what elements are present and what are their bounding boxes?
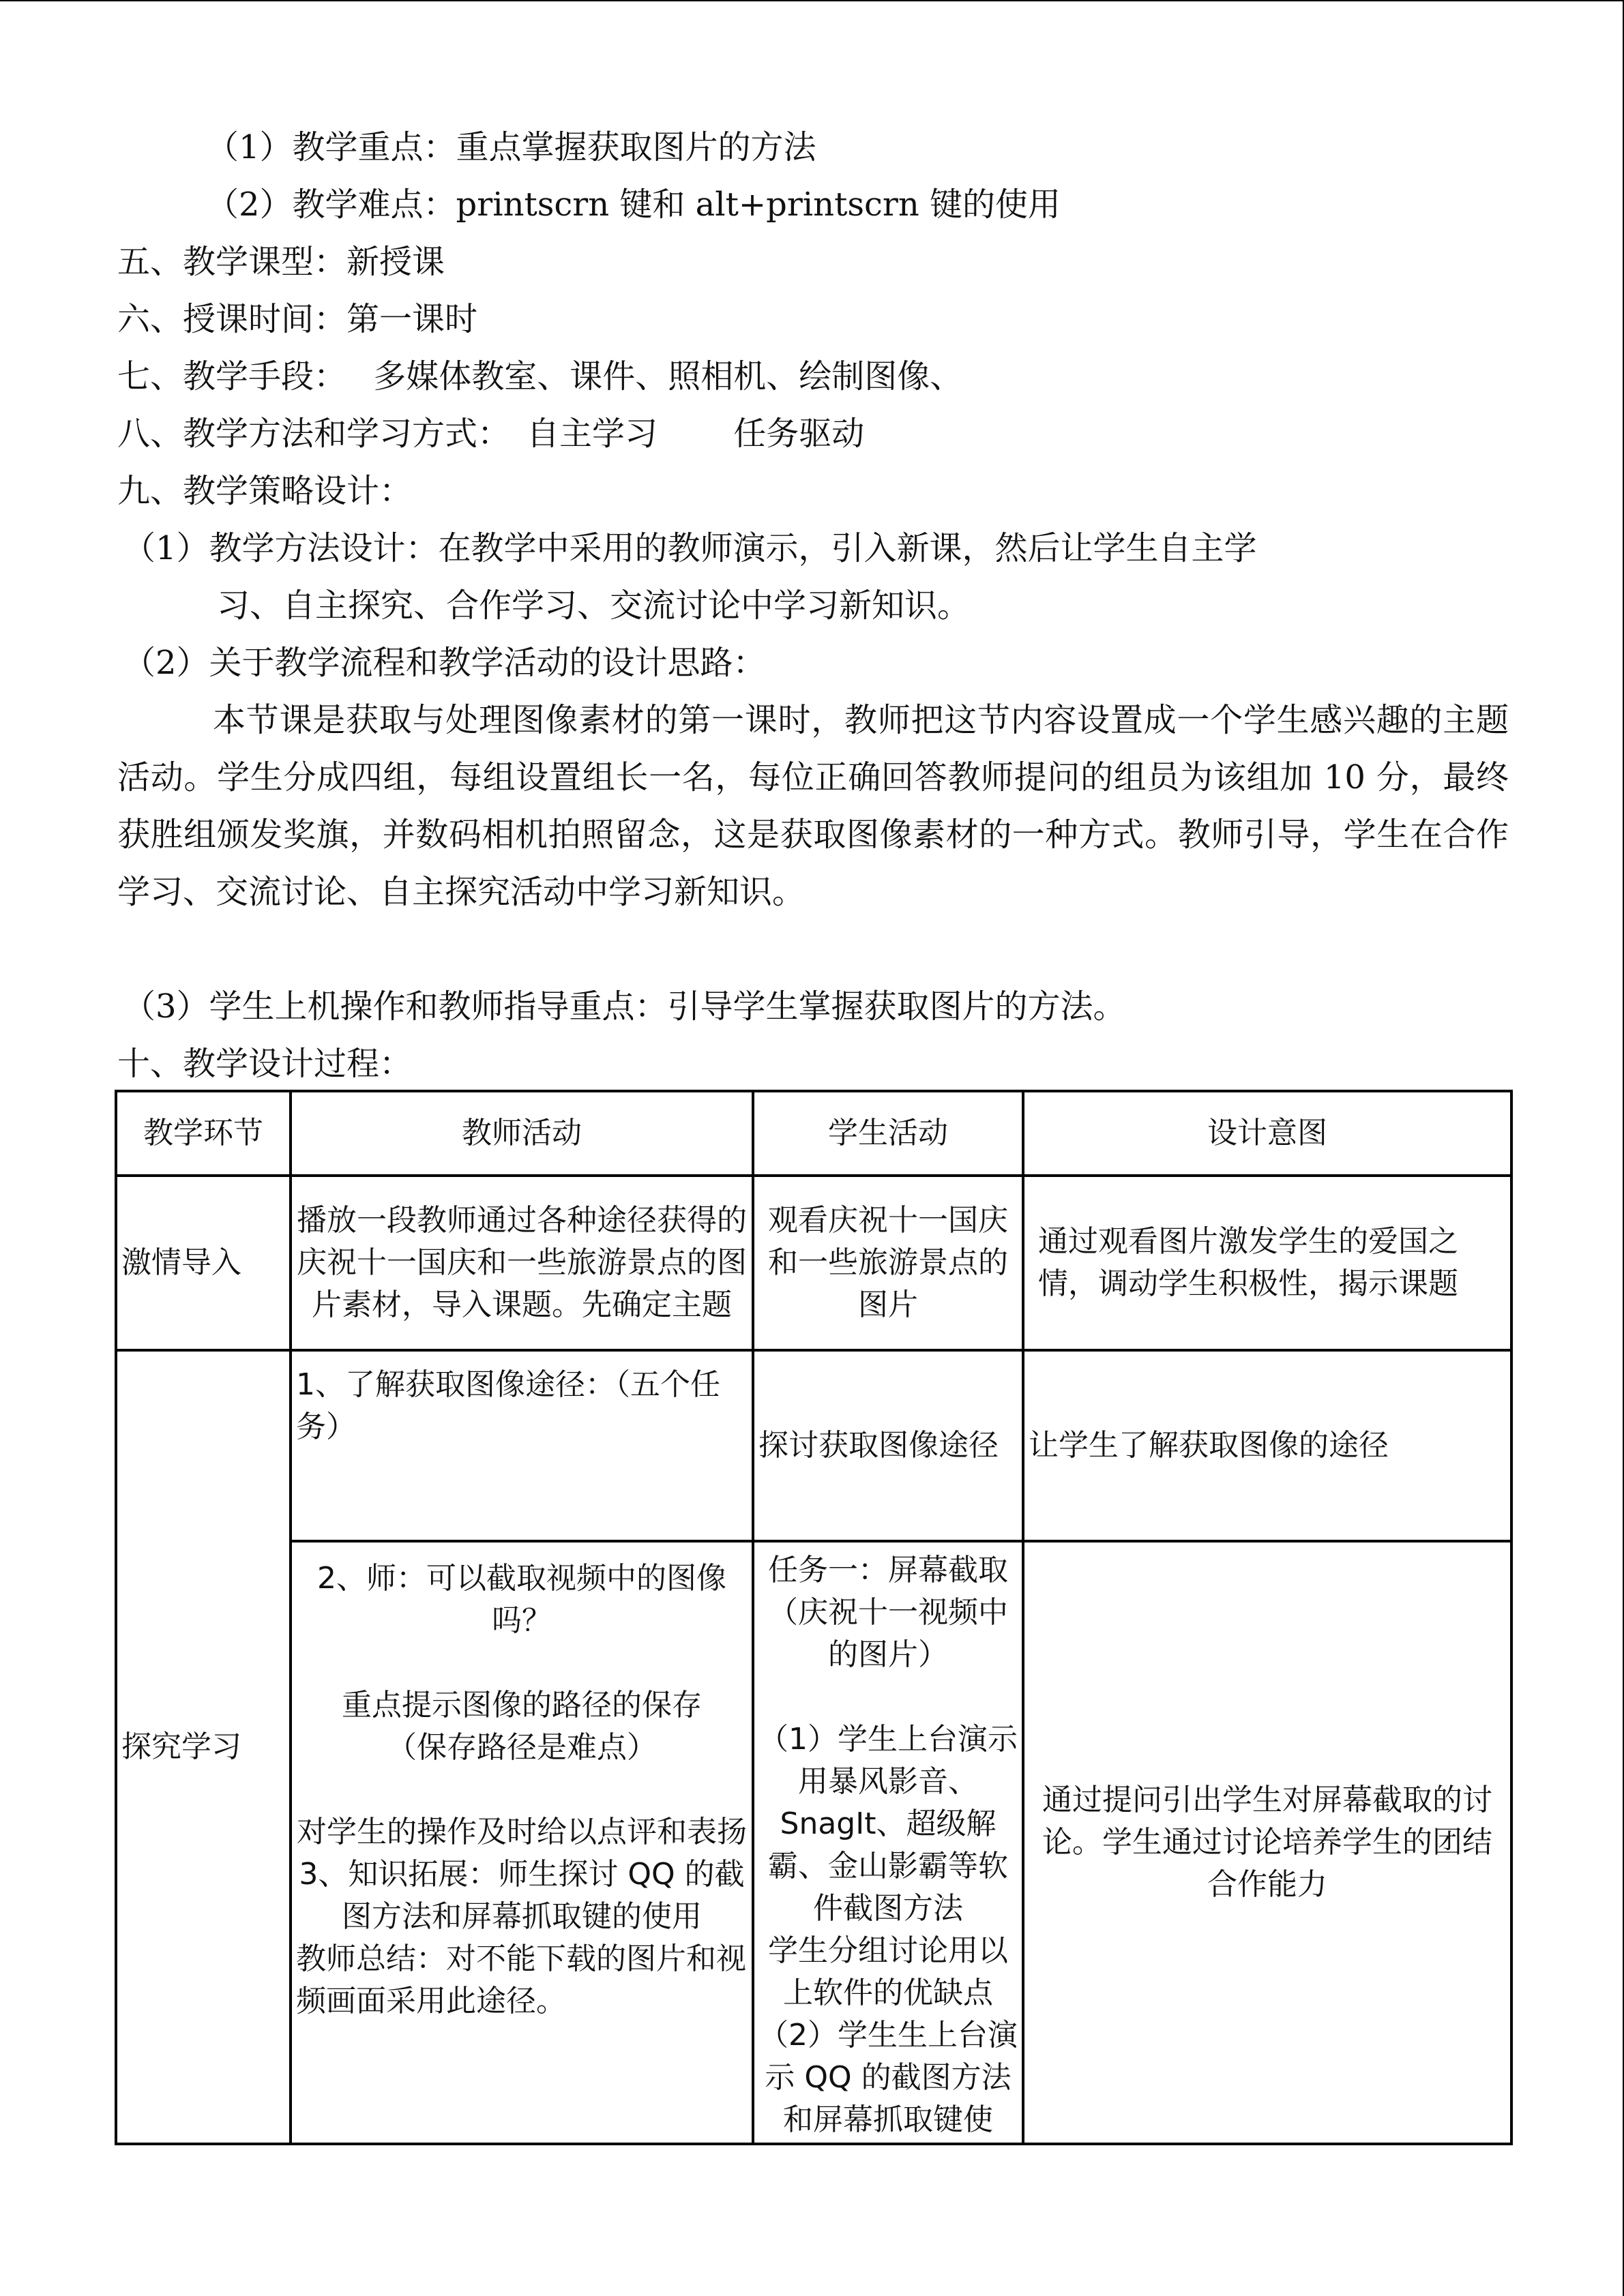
student-step-3: （2）学生生上台演示 QQ 的截图方法和屏幕抓取键使: [758, 2018, 1018, 2137]
teacher-cell: [291, 1541, 753, 2144]
difficulty-line: （2）教学难点：printscrn 键和 alt+printscrn 键的使用: [206, 185, 1061, 224]
stage-cell: 激情导入: [116, 1176, 291, 1350]
table-row: [116, 1176, 1511, 1350]
teacher-hint: 重点提示图像的路径的保存: [342, 1688, 702, 1723]
method-design-line: （1）教学方法设计：在教学中采用的教师演示，引入新课，然后让学生自主学: [123, 529, 1257, 567]
flow-design-heading: （2）关于教学流程和教学活动的设计思路：: [123, 644, 766, 682]
teaching-method-line: 八、教学方法和学习方式： 自主学习 任务驱动: [117, 415, 865, 453]
teacher-evaluation: 对学生的操作及时给以点评和表扬: [297, 1815, 747, 1849]
key-point-line: （1）教学重点：重点掌握获取图片的方法: [206, 128, 816, 166]
teacher-hint-note: （保存路径是难点）: [387, 1730, 657, 1765]
header-teacher: 教师活动: [291, 1091, 753, 1176]
intent-cell: 通过提问引出学生对屏幕截取的讨论。学生通过讨论培养学生的团结合作能力: [1023, 1541, 1511, 2144]
teaching-means-line: 七、教学手段： 多媒体教室、课件、照相机、绘制图像、: [117, 357, 963, 396]
student-step-2: 学生分组讨论用以上软件的优缺点: [768, 1933, 1008, 2010]
teacher-cell: 1、了解获取图像途径：（五个任务）: [291, 1350, 753, 1541]
table-header-row: [116, 1091, 1511, 1176]
method-design-line-cont: 习、自主探究、合作学习、交流讨论中学习新知识。: [217, 586, 971, 625]
teacher-question: 2、师：可以截取视频中的图像吗？: [317, 1561, 726, 1638]
header-intent: 设计意图: [1023, 1091, 1511, 1176]
student-step-1: （1）学生上台演示用暴风影音、SnagIt、超级解霸、金山影霸等软件截图方法: [758, 1722, 1018, 1926]
teacher-summary: 教师总结：对不能下载的图片和视频画面采用此途径。: [296, 1941, 746, 2018]
table-row: [116, 1350, 1511, 1541]
student-cell: 探讨获取图像途径: [753, 1350, 1023, 1541]
header-student: 学生活动: [753, 1091, 1023, 1176]
intent-cell: 通过观看图片激发学生的爱国之情，调动学生积极性，揭示课题: [1023, 1176, 1511, 1350]
intent-cell: 让学生了解获取图像的途径: [1023, 1350, 1511, 1541]
teacher-cell: 播放一段教师通过各种途径获得的庆祝十一国庆和一些旅游景点的图片素材，导入课题。先确定主题: [291, 1176, 753, 1350]
student-cell: 观看庆祝十一国庆和一些旅游景点的图片: [753, 1176, 1023, 1350]
header-stage: 教学环节: [116, 1091, 291, 1176]
student-cell: [753, 1541, 1023, 2144]
teacher-extension: 3、知识拓展：师生探讨 QQ 的截图方法和屏幕抓取键的使用: [299, 1857, 745, 1934]
lesson-type-line: 五、教学课型：新授课: [117, 243, 445, 281]
flow-design-paragraph: 本节课是获取与处理图像素材的第一课时，教师把这节内容设置成一个学生感兴趣的主题活动。学生分成四组，每组设置组长一名，每位正确回答教师提问的组员为该组加 10 分，最终获胜组颁发奖旗，并数码相机拍照留念，这是获取图像素材的一种方式。教师引导，学生在合作学习、交流讨论、自主探究活动中学习新知识。: [117, 701, 1509, 911]
guidance-line: （3）学生上机操作和教师指导重点：引导学生掌握获取图片的方法。: [123, 987, 1126, 1026]
stage-cell: 探究学习: [116, 1350, 291, 2144]
design-table: [115, 1090, 1513, 2145]
student-task: 任务一：屏幕截取（庆祝十一视频中的图片）: [768, 1553, 1008, 1672]
table-row: [116, 1541, 1511, 2144]
process-heading: 十、教学设计过程：: [117, 1045, 413, 1083]
page-border-top: [0, 0, 1624, 1]
strategy-heading: 九、教学策略设计：: [117, 472, 413, 510]
lesson-time-line: 六、授课时间：第一课时: [117, 300, 478, 338]
